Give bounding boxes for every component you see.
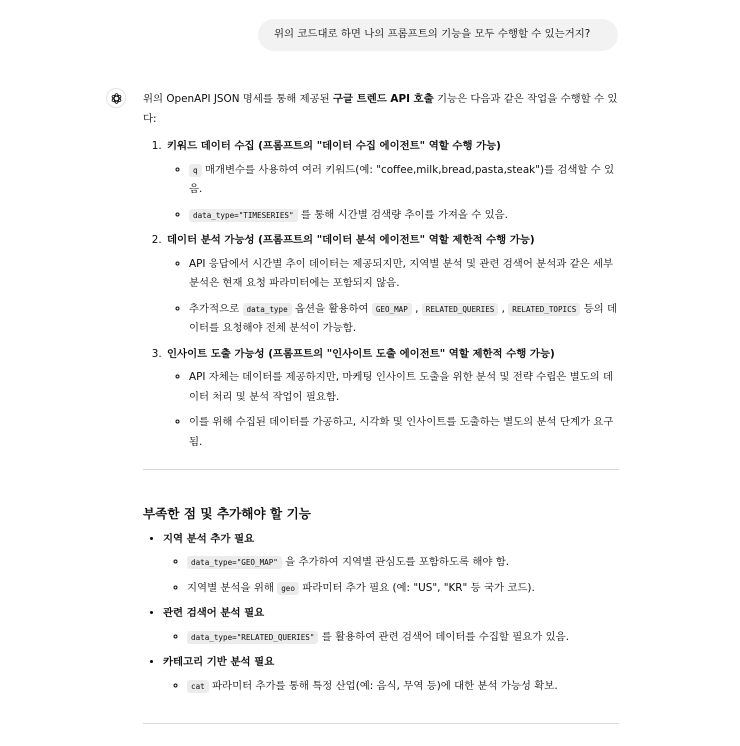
capability-item-3 [165, 345, 619, 453]
capability-title: 인사이트 도출 가능성 (프롬프트의 "인사이트 도출 에이전트" 역할 제한적 수행 가능) [167, 347, 555, 360]
assistant-avatar [106, 88, 126, 108]
list-item [187, 628, 619, 648]
intro-bold: 구글 트렌드 API 호출 [333, 93, 434, 105]
list-item [189, 368, 619, 407]
inline-code: q [189, 164, 202, 177]
intro-pre: 위의 OpenAPI JSON 명세를 통해 제공된 [143, 93, 333, 105]
inline-code: data_type="GEO_MAP" [187, 556, 282, 569]
capability-item-1 [165, 137, 619, 225]
inline-code: data_type="RELATED_QUERIES" [187, 631, 318, 644]
section-divider [143, 469, 619, 470]
inline-code: GEO_MAP [372, 303, 412, 316]
inline-code: data_type [243, 303, 292, 316]
inline-code: geo [277, 582, 299, 595]
bullet-text: 이를 위해 수집된 데이터를 가공하고, 시각화 및 인사이트를 도출하는 별도의 분석 단계가 요구됨. [189, 416, 614, 448]
intro-paragraph [143, 90, 619, 129]
user-message-text: 위의 코드대로 하면 나의 프롬프트의 기능을 모두 수행할 수 있는거지? [274, 28, 591, 40]
inline-code: data_type="TIMESERIES" [189, 209, 298, 222]
bullet-text: 매개변수를 사용하여 여러 키워드(예: "coffee,milk,bread,pasta,steak")를 검색할 수 있음. [189, 163, 615, 195]
feature-group-3 [163, 653, 619, 696]
separator: , [411, 302, 422, 315]
inline-code: cat [187, 680, 209, 693]
inline-code: RELATED_QUERIES [422, 303, 499, 316]
user-message-bubble [258, 19, 618, 51]
bullet-text: 파라미터 추가를 통해 특정 산업(예: 음식, 무역 등)에 대한 분석 가능성 확보. [208, 679, 558, 692]
list-item [189, 206, 619, 226]
feature-group-2 [163, 604, 619, 647]
capability-title: 키워드 데이터 수집 (프롬프트의 "데이터 수집 에이전트" 역할 수행 가능) [167, 140, 501, 152]
section-divider-bottom [143, 723, 619, 724]
feature-title: 지역 분석 추가 필요 [163, 532, 255, 545]
bullet-text: 파라미터 추가 필요 (예: "US", "KR" 등 국가 코드). [298, 581, 535, 594]
bullet-text: 를 통해 시간별 검색량 추이를 가져올 수 있음. [297, 208, 508, 221]
list-item [189, 161, 619, 200]
feature-title: 관련 검색어 분석 필요 [163, 607, 265, 619]
missing-features-section [143, 504, 619, 702]
bullet-text: API 응답에서 시간별 추이 데이터는 제공되지만, 지역별 분석 및 관련 검색어 분석과 같은 세부 분석은 현재 요청 파라미터에는 포함되지 않음. [189, 257, 614, 289]
bullet-text: 옵션을 활용하여 [291, 302, 372, 315]
separator: , [498, 302, 509, 315]
capability-item-2 [165, 231, 619, 339]
bullet-text: 지역별 분석을 위해 [187, 581, 278, 594]
list-item [187, 579, 619, 599]
feature-title: 카테고리 기반 분석 필요 [163, 656, 275, 668]
list-item [189, 255, 619, 294]
list-item [187, 677, 619, 697]
bullet-text: API 자체는 데이터를 제공하지만, 마케팅 인사이트 도출을 위한 분석 및 전략 수립은 별도의 데이터 처리 및 분석 작업이 필요함. [189, 371, 614, 403]
section-heading: 부족한 점 및 추가해야 할 기능 [143, 506, 311, 521]
openai-logo-icon [110, 92, 123, 105]
list-item [189, 300, 619, 339]
assistant-response [143, 90, 619, 458]
list-item [187, 553, 619, 573]
bullet-text: 를 활용하여 관련 검색어 데이터를 수집할 필요가 있음. [318, 630, 569, 643]
bullet-text: 추가적으로 [189, 302, 243, 315]
capability-title: 데이터 분석 가능성 (프롬프트의 "데이터 분석 에이전트" 역할 제한적 수행 가능) [167, 234, 535, 246]
feature-group-1 [163, 530, 619, 599]
inline-code: RELATED_TOPICS [508, 303, 580, 316]
bullet-text: 을 추가하여 지역별 관심도를 포함하도록 해야 함. [281, 556, 510, 568]
capability-list [143, 137, 619, 452]
list-item [189, 413, 619, 452]
bullet-text: 등의 데이터를 요청해야 전체 분석이 가능함. [189, 302, 617, 334]
intro-post: 기능은 다음과 같은 작업을 수행할 수 있다: [143, 93, 618, 125]
